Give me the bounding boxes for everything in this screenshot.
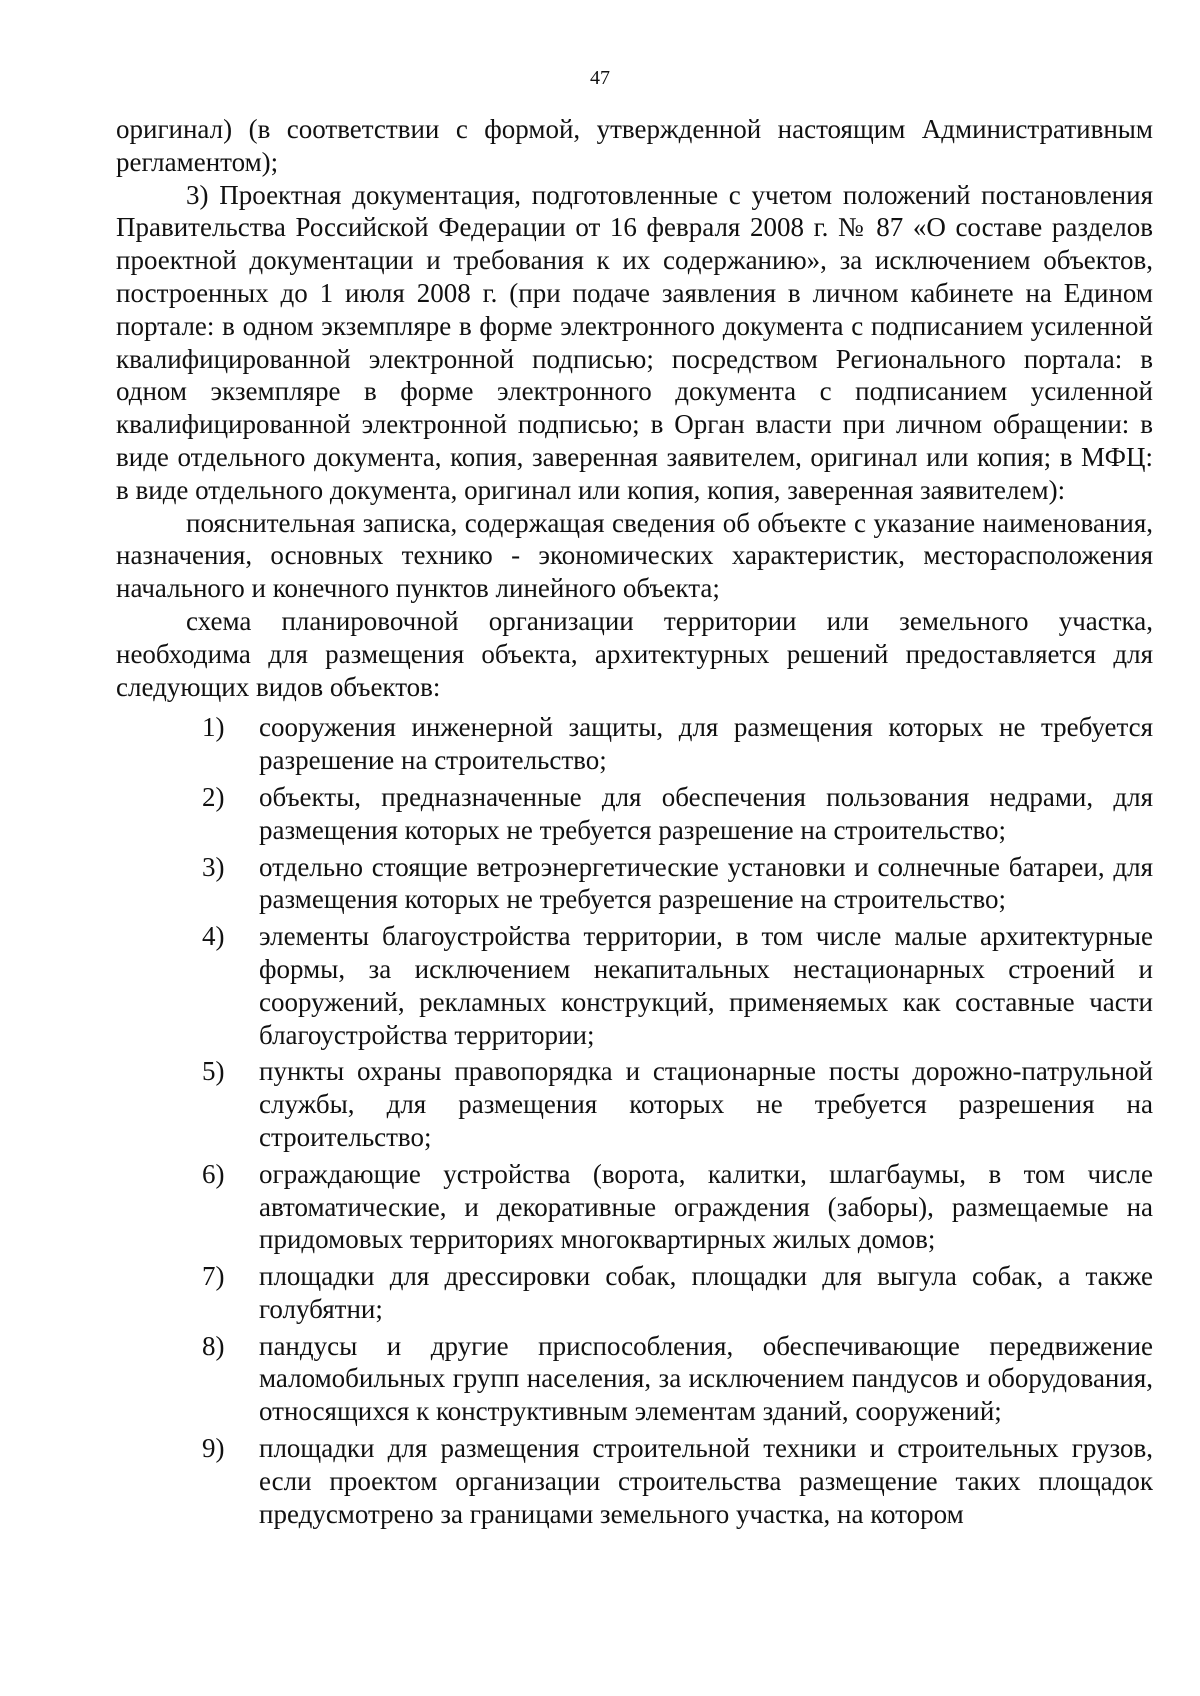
list-item xyxy=(116,920,1153,1051)
list-item xyxy=(116,851,1153,917)
list-item-text: площадки для размещения строительной техники и строительных грузов, если проектом организации строительства размещение таких площадок предусмотрено за границами земельного участка, на котором xyxy=(259,1433,1153,1529)
list-item-number: 4) xyxy=(202,921,225,952)
paragraph-continuation: оригинал) (в соответствии с формой, утвержденной настоящим Административным регламентом); xyxy=(116,114,1153,177)
paragraph-project-documentation: 3) Проектная документация, подготовленные с учетом положений постановления Правительства Российской Федерации от 16 февраля 2008 г. № 87 «О составе разделов проектной документации и требования к их содержанию», за исключением объектов, построенных до 1 июля 2008 г. (при подаче заявления в личном кабинете на Едином портале: в одном экземпляре в форме электронного документа с подписанием усиленной квалифицированной электронной подписью; посредством Регионального портала: в одном экземпляре в форме электронного документа с подписанием усиленной квалифицированной электронной подписью; в Орган власти при личном обращении: в виде отдельного документа, копия, заверенная заявителем, оригинал или копия; в МФЦ: в виде отдельного документа, оригинал или копия, копия, заверенная заявителем): xyxy=(116,179,1153,505)
list-item-text: сооружения инженерной защиты, для размещения которых не требуется разрешение на строительство; xyxy=(259,712,1153,776)
list-item xyxy=(116,1158,1153,1256)
list-item xyxy=(116,1260,1153,1326)
list-item-text: ограждающие устройства (ворота, калитки, шлагбаумы, в том числе автоматические, и декоративные ограждения (заборы), размещаемые на придомовых территориях многоквартирных жилых домов; xyxy=(259,1158,1153,1255)
document-body xyxy=(116,113,1153,1534)
object-types-list xyxy=(116,711,1153,1530)
list-item-text: пандусы и другие приспособления, обеспечивающие передвижение маломобильных групп населения, за исключением пандусов и оборудования, относящихся к конструктивным элементам зданий, сооружений; xyxy=(259,1330,1153,1427)
list-item xyxy=(116,1330,1153,1428)
list-item-text: элементы благоустройства территории, в том числе малые архитектурные формы, за исключением некапитальных нестационарных строений и сооружений, рекламных конструкций, применяемых как составные части благоустройства территории; xyxy=(259,921,1153,1050)
list-item-text: объекты, предназначенные для обеспечения пользования недрами, для размещения которых не требуется разрешение на строительство; xyxy=(259,781,1153,845)
list-item-text: отдельно стоящие ветроэнергетические установки и солнечные батареи, для размещения которых не требуется разрешение на строительство; xyxy=(259,851,1153,915)
paragraph-site-plan-scheme: схема планировочной организации территории или земельного участка, необходима для размещения объекта, архитектурных решений предоставляется для следующих видов объектов: xyxy=(116,605,1153,702)
list-item-text: пункты охраны правопорядка и стационарные посты дорожно-патрульной службы, для размещения которых не требуется разрешения на строительство; xyxy=(259,1056,1153,1152)
list-item-number: 8) xyxy=(202,1330,225,1361)
list-item-number: 7) xyxy=(202,1261,225,1292)
list-item-number: 2) xyxy=(202,781,225,812)
list-item xyxy=(116,1432,1153,1530)
list-item-text: площадки для дрессировки собак, площадки для выгула собак, а также голубятни; xyxy=(259,1261,1153,1324)
list-item xyxy=(116,1055,1153,1153)
list-item-number: 1) xyxy=(202,712,225,743)
list-item-number: 5) xyxy=(202,1056,225,1087)
list-item-number: 9) xyxy=(202,1433,225,1464)
list-item-number: 3) xyxy=(202,851,225,882)
paragraph-explanatory-note: пояснительная записка, содержащая сведения об объекте с указание наименования, назначения, основных технико - экономических характеристик, месторасположения начального и конечного пунктов линейного объекта; xyxy=(116,507,1153,604)
list-item-number: 6) xyxy=(202,1158,225,1189)
list-item xyxy=(116,711,1153,777)
list-item xyxy=(116,781,1153,847)
page-number: 47 xyxy=(590,67,610,89)
